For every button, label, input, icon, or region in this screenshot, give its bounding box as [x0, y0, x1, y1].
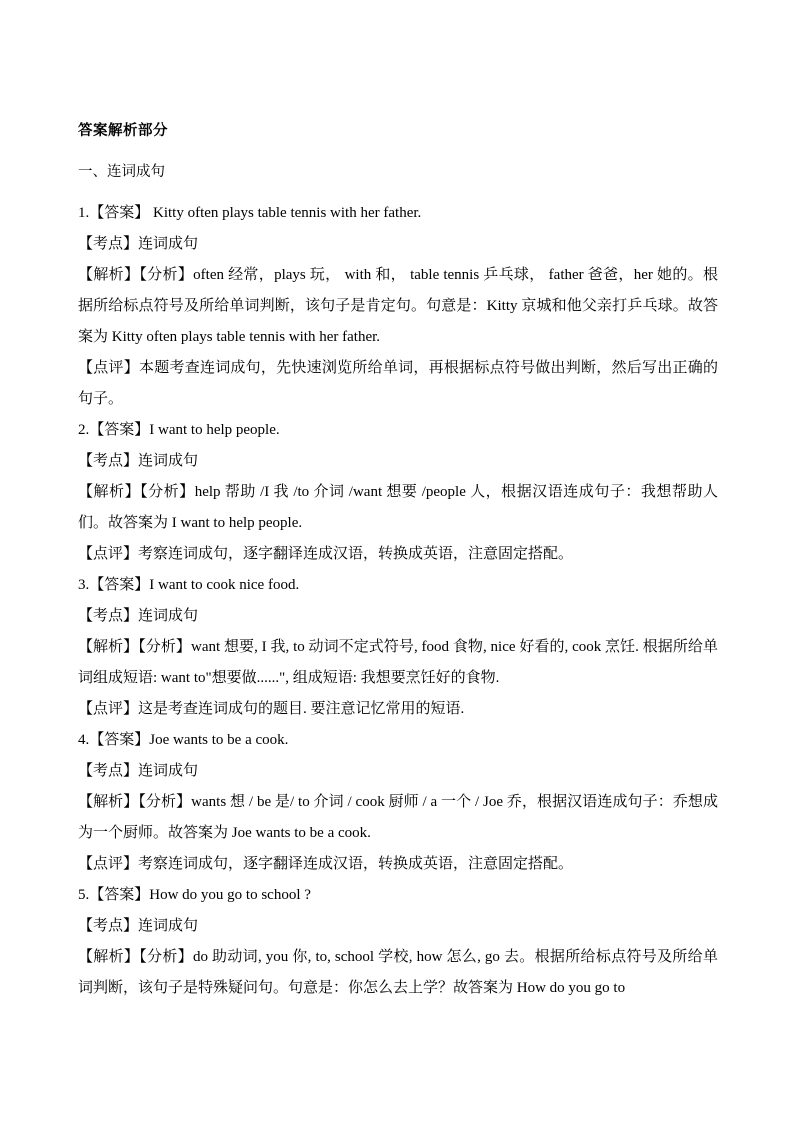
- item-1-answer: 1.【答案】 Kitty often plays table tennis with her father.: [78, 205, 422, 221]
- item-3-kaodian: 【考点】连词成句: [78, 608, 199, 624]
- item-3-jiexi: 【解析】【分析】want 想要, I 我, to 动词不定式符号, food 食物, nice 好看的, cook 烹饪. 根据所给单词组成短语: want to"想要做......", 组成短语: 我想要烹饪好的食物.: [78, 639, 718, 686]
- item-4-dianping: 【点评】考察连词成句，逐字翻译连成汉语，转换成英语，注意固定搭配。: [78, 856, 574, 872]
- item-1-jiexi: 【解析】【分析】often 经常，plays 玩， with 和， table tennis 乒乓球， father 爸爸，her 她的。根据所给标点符号及所给单词判断，该句子是肯定句。句意是：Kitty 京城和他父亲打乒乓球。故答案为 Kitty often plays table tennis with her father.: [78, 267, 718, 345]
- item-2-answer: 2.【答案】I want to help people.: [78, 422, 280, 438]
- item-3-answer: 3.【答案】I want to cook nice food.: [78, 577, 300, 593]
- item-2-kaodian: 【考点】连词成句: [78, 453, 199, 469]
- section-heading: 一、连词成句: [78, 164, 165, 180]
- item-5-jiexi: 【解析】【分析】do 助动词, you 你, to, school 学校, how 怎么, go 去。根据所给标点符号及所给单词判断，该句子是特殊疑问句。句意是：你怎么去上学？故答案为 How do you go to: [78, 949, 718, 996]
- item-2-jiexi: 【解析】【分析】help 帮助 /I 我 /to 介词 /want 想要 /people 人，根据汉语连成句子：我想帮助人们。故答案为 I want to help people.: [78, 484, 718, 531]
- answer-list: [78, 198, 718, 1004]
- item-4-answer: 4.【答案】Joe wants to be a cook.: [78, 732, 289, 748]
- item-4-jiexi: 【解析】【分析】wants 想 / be 是/ to 介词 / cook 厨师 / a 一个 / Joe 乔，根据汉语连成句子：乔想成为一个厨师。故答案为 Joe wants to be a cook.: [78, 794, 718, 841]
- item-4-kaodian: 【考点】连词成句: [78, 763, 199, 779]
- page-title: 答案解析部分: [78, 123, 168, 139]
- item-1-dianping: 【点评】本题考查连词成句，先快速浏览所给单词，再根据标点符号做出判断，然后写出正确的句子。: [78, 360, 718, 407]
- item-2-dianping: 【点评】考察连词成句，逐字翻译连成汉语，转换成英语，注意固定搭配。: [78, 546, 574, 562]
- item-5-answer: 5.【答案】How do you go to school ?: [78, 887, 311, 903]
- item-1-kaodian: 【考点】连词成句: [78, 236, 199, 252]
- item-5-kaodian: 【考点】连词成句: [78, 918, 199, 934]
- item-3-dianping: 【点评】这是考查连词成句的题目. 要注意记忆常用的短语.: [78, 701, 465, 717]
